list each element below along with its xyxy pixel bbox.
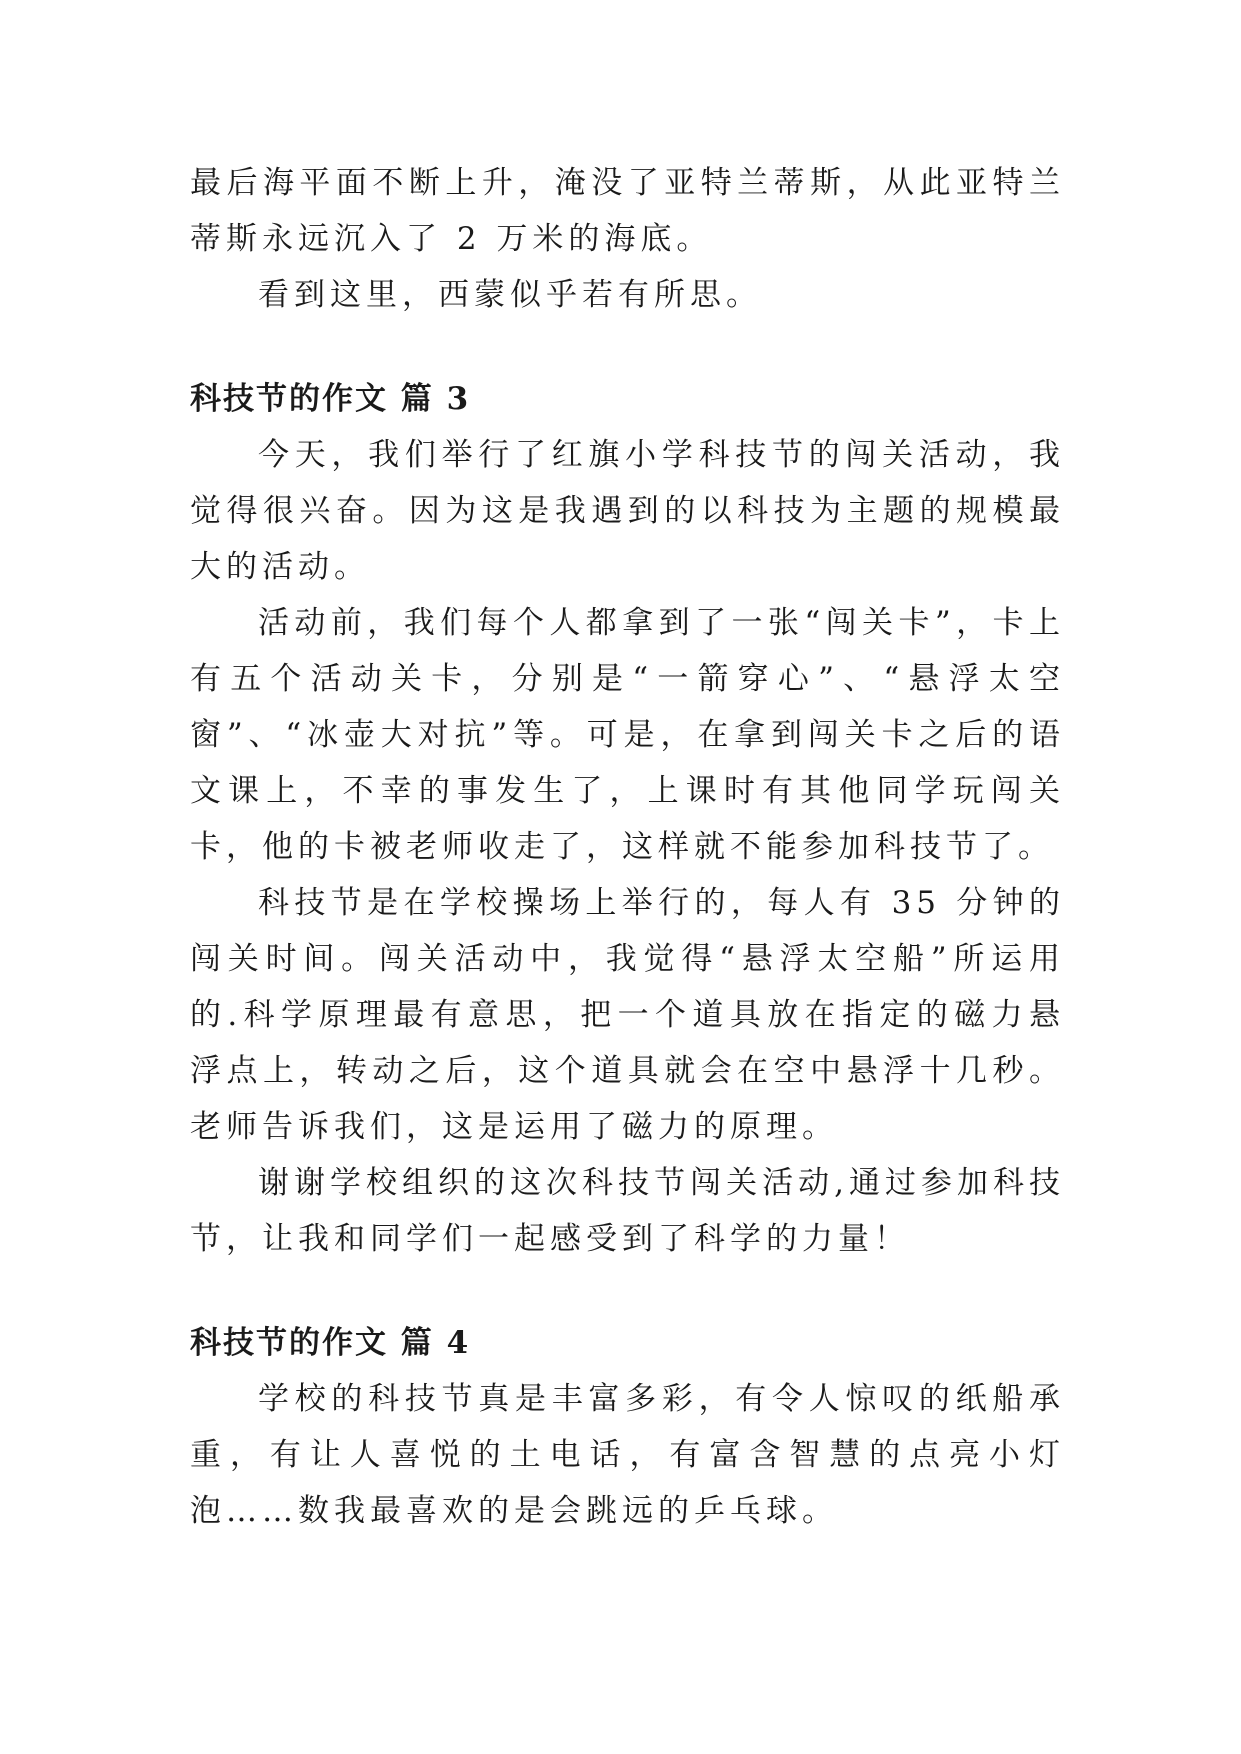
section-3-paragraph-2: 活动前，我们每个人都拿到了一张“闯关卡”，卡上有五个活动关卡，分别是“一箭穿心”、“悬浮太空窗”、“冰壶大对抗”等。可是，在拿到闯关卡之后的语文课上，不幸的事发生了，上课时有其他同学玩闯关卡，他的卡被老师收走了，这样就不能参加科技节了。 — [190, 605, 1065, 865]
section-3-heading: 科技节的作文 篇 3 — [190, 381, 471, 417]
section-3-paragraph-4: 谢谢学校组织的这次科技节闯关活动,通过参加科技节，让我和同学们一起感受到了科学的力量！ — [190, 1165, 1065, 1257]
section-3-paragraph-3: 科技节是在学校操场上举行的，每人有 35 分钟的闯关时间。闯关活动中，我觉得“悬浮太空船”所运用的.科学原理最有意思，把一个道具放在指定的磁力悬浮点上，转动之后，这个道具就会在空中悬浮十几秒。老师告诉我们，这是运用了磁力的原理。 — [190, 885, 1065, 1145]
document-page — [190, 155, 1065, 1539]
intro-paragraph-1: 最后海平面不断上升，淹没了亚特兰蒂斯，从此亚特兰蒂斯永远沉入了 2 万米的海底。 — [190, 165, 1065, 257]
section-3-paragraph-1: 今天，我们举行了红旗小学科技节的闯关活动，我觉得很兴奋。因为这是我遇到的以科技为主题的规模最大的活动。 — [190, 437, 1065, 585]
section-gap — [190, 1267, 1065, 1315]
section-4-heading: 科技节的作文 篇 4 — [190, 1325, 471, 1361]
section-4-paragraph-1: 学校的科技节真是丰富多彩，有令人惊叹的纸船承重，有让人喜悦的土电话，有富含智慧的点亮小灯泡……数我最喜欢的是会跳远的乒乓球。 — [190, 1381, 1065, 1529]
intro-paragraph-2: 看到这里，西蒙似乎若有所思。 — [258, 277, 762, 313]
section-gap — [190, 323, 1065, 371]
